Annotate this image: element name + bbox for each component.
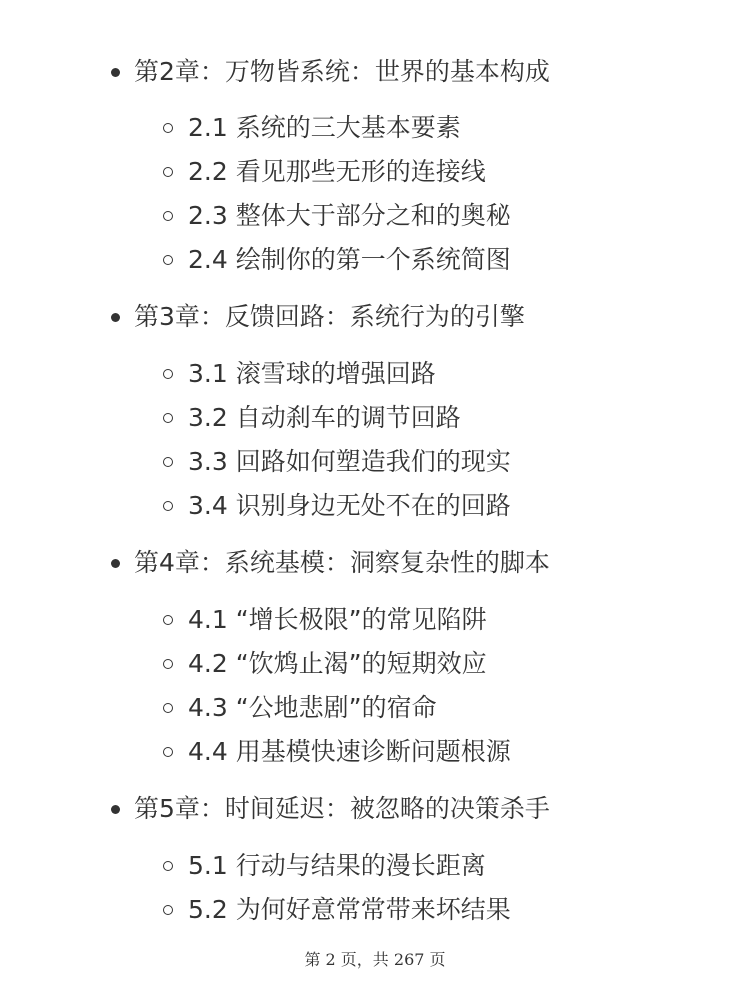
section-title: 2.3 整体大于部分之和的奥秘 xyxy=(188,201,511,230)
section-title: 3.1 滚雪球的增强回路 xyxy=(188,359,436,388)
list-item xyxy=(0,354,750,394)
list-item xyxy=(0,486,750,526)
section-title: 5.2 为何好意常常带来坏结果 xyxy=(188,895,511,924)
bullet-dot xyxy=(111,313,120,322)
bullet-dot xyxy=(111,559,120,568)
list-item xyxy=(0,196,750,236)
list-item xyxy=(0,644,750,684)
list-item xyxy=(0,152,750,192)
section-title: 2.4 绘制你的第一个系统简图 xyxy=(188,245,511,274)
chapter-heading xyxy=(0,543,750,583)
bullet-circle xyxy=(163,457,173,467)
bullet-dot xyxy=(111,68,120,77)
chapter-title: 第4章：系统基模：洞察复杂性的脚本 xyxy=(134,548,550,577)
list-item xyxy=(0,442,750,482)
bullet-circle xyxy=(163,905,173,915)
section-title: 4.2 “饮鸩止渴”的短期效应 xyxy=(188,649,487,678)
chapter-heading xyxy=(0,789,750,829)
section-title: 3.4 识别身边无处不在的回路 xyxy=(188,491,511,520)
section-title: 4.1 “增长极限”的常见陷阱 xyxy=(188,605,487,634)
list-item xyxy=(0,688,750,728)
list-item xyxy=(0,108,750,148)
bullet-circle xyxy=(163,123,173,133)
section-title: 2.2 看见那些无形的连接线 xyxy=(188,157,486,186)
list-item xyxy=(0,398,750,438)
section-title: 2.1 系统的三大基本要素 xyxy=(188,113,461,142)
bullet-circle xyxy=(163,501,173,511)
list-item xyxy=(0,600,750,640)
chapter-title: 第3章：反馈回路：系统行为的引擎 xyxy=(134,302,525,331)
bullet-circle xyxy=(163,211,173,221)
section-title: 3.3 回路如何塑造我们的现实 xyxy=(188,447,511,476)
section-title: 5.1 行动与结果的漫长距离 xyxy=(188,851,486,880)
section-title: 4.4 用基模快速诊断问题根源 xyxy=(188,737,511,766)
bullet-circle xyxy=(163,255,173,265)
list-item xyxy=(0,890,750,930)
bullet-circle xyxy=(163,369,173,379)
chapter-heading xyxy=(0,52,750,92)
bullet-circle xyxy=(163,659,173,669)
list-item xyxy=(0,732,750,772)
chapter-heading xyxy=(0,297,750,337)
bullet-circle xyxy=(163,167,173,177)
section-title: 4.3 “公地悲剧”的宿命 xyxy=(188,693,437,722)
section-title: 3.2 自动刹车的调节回路 xyxy=(188,403,461,432)
bullet-circle xyxy=(163,413,173,423)
chapter-title: 第2章：万物皆系统：世界的基本构成 xyxy=(134,57,550,86)
bullet-circle xyxy=(163,747,173,757)
list-item xyxy=(0,846,750,886)
bullet-circle xyxy=(163,703,173,713)
list-item xyxy=(0,240,750,280)
bullet-circle xyxy=(163,861,173,871)
bullet-dot xyxy=(111,805,120,814)
page-number: 第 2 页，共 267 页 xyxy=(304,950,446,969)
bullet-circle xyxy=(163,615,173,625)
chapter-title: 第5章：时间延迟：被忽略的决策杀手 xyxy=(134,794,550,823)
